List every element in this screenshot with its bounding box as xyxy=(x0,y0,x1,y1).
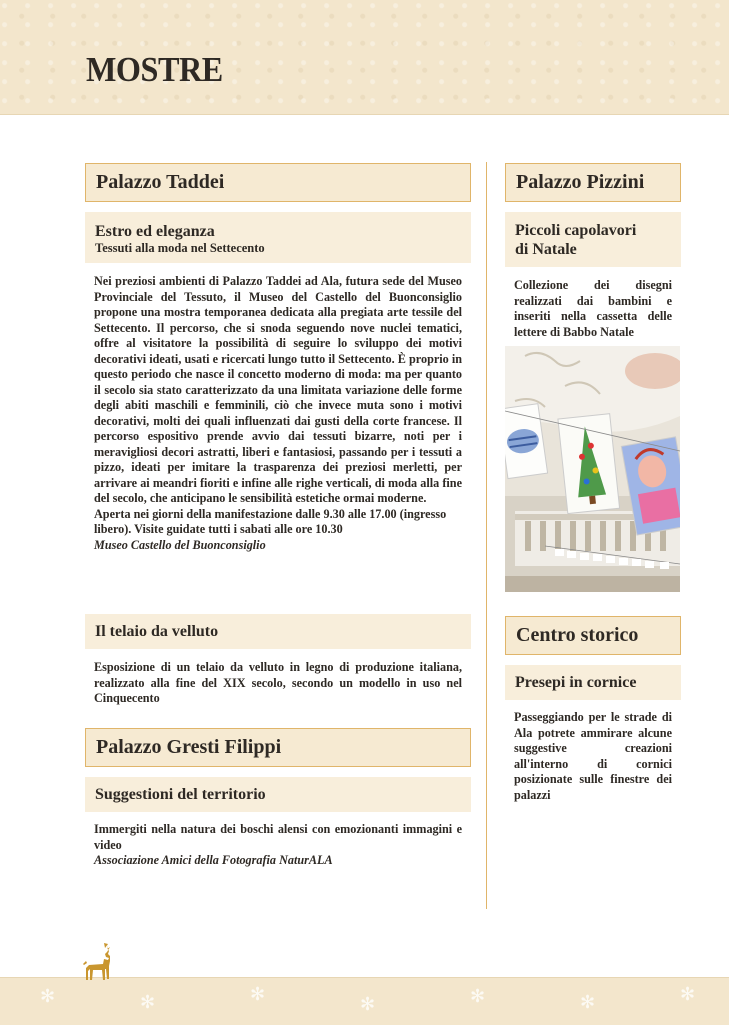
snowflake-icon: ✻ xyxy=(250,984,266,1004)
exhibit-title: Piccoli capolavori xyxy=(515,222,637,239)
page-title: MOSTRE xyxy=(86,50,223,89)
exhibit-title: Presepi in cornice xyxy=(515,674,637,691)
snowflake-icon: ✻ xyxy=(140,992,156,1012)
exhibit-description: Collezione dei disegni realizzati dai bambini e inseriti nella cassetta delle lettere di Babbo Natale xyxy=(514,278,672,339)
exhibit-credit: Associazione Amici della Fotografia NaturALA xyxy=(94,853,333,867)
exhibit-description: Esposizione di un telaio da velluto in legno di produzione italiana, realizzato alla fine del XIX secolo, secondo un modello in uso nel Cinquecento xyxy=(94,660,462,705)
exhibit-header-estro xyxy=(85,212,471,263)
snowflake-icon: ✻ xyxy=(580,992,596,1012)
exhibit-title: Estro ed eleganza xyxy=(95,223,215,240)
exhibit-description: Immergiti nella natura dei boschi alensi con emozionanti immagini e video xyxy=(94,822,462,852)
exhibit-photo xyxy=(505,346,680,592)
column-divider xyxy=(486,162,487,909)
exhibit-header-suggestioni xyxy=(85,777,471,812)
exhibit-description-block xyxy=(94,274,462,553)
deer-icon xyxy=(82,941,118,981)
exhibit-header-telaio xyxy=(85,614,471,649)
snowflake-icon: ✻ xyxy=(40,986,56,1006)
exhibit-header-presepi xyxy=(505,665,681,700)
exhibit-description: Passeggiando per le strade di Ala potrete ammirare alcune suggestive creazioni all'interno di cornici posizionate sulle finestre dei palazzi xyxy=(514,710,672,802)
exhibit-title: Suggestioni del territorio xyxy=(95,786,266,803)
exhibit-header-piccoli xyxy=(505,212,681,267)
exhibit-title: Il telaio da velluto xyxy=(95,623,219,640)
snowflake-icon: ✻ xyxy=(680,984,696,1004)
venue-palazzo-pizzini: Palazzo Pizzini xyxy=(505,163,681,202)
exhibit-description: Nei preziosi ambienti di Palazzo Taddei ad Ala, futura sede del Museo Provinciale del Tessuto, il Museo del Castello del Buonconsiglio propone una mostra temporanea dedicata alla pregiata arte tessile del Settecento. Il percorso, che si snoda seguendo nove nuclei tematici, offre al visitatore la possibilità di seguire lo sviluppo dei motivi decorativi ideati, usati e ricercati lungo tutto il Settecento. È proprio in questo periodo che nasce il concetto moderno di moda: ma per quanto il secolo sia stato caratterizzato da una limitata variazione delle forme degli abiti maschili e femminili, ciò che invece muta sono i motivi decorativi, molti dei quali influenzati dai gusti della corte francese. Il percorso espositivo prende avvio dai tessuti bizarre, noti per i meravigliosi decori astratti, liberi e fantasiosi, passando per i tessuti a pizzo, ideati per imitare la trasparenza dei preziosi merletti, per arrivare ai meandri fioriti e infine alle righe verticali, di moda alla fine del secolo, che anticipano le sensibilità estetiche ormai moderne. xyxy=(94,274,462,505)
footer-band xyxy=(0,977,729,1025)
venue-palazzo-gresti-filippi: Palazzo Gresti Filippi xyxy=(85,728,471,767)
venue-palazzo-taddei: Palazzo Taddei xyxy=(85,163,471,202)
exhibit-hours: Aperta nei giorni della manifestazione dalle 9.30 alle 17.00 (ingresso libero). Visite guidate tutti i sabati alle ore 10.30 xyxy=(94,506,447,536)
exhibit-subtitle: Tessuti alla moda nel Settecento xyxy=(95,241,265,255)
exhibit-title-cont: di Natale xyxy=(515,241,577,258)
snowflake-icon: ✻ xyxy=(470,986,486,1006)
exhibit-credit: Museo Castello del Buonconsiglio xyxy=(94,537,266,552)
exhibit-description-block xyxy=(94,822,462,869)
snowflake-icon: ✻ xyxy=(360,994,376,1014)
venue-centro-storico: Centro storico xyxy=(505,616,681,655)
